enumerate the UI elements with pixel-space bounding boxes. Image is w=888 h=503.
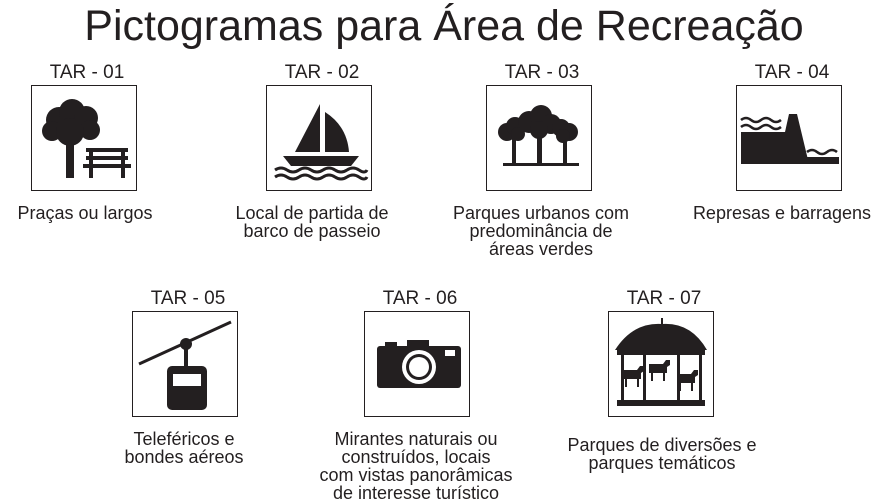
pictogram-caption: Parques urbanos com predominância de áreas verdes — [452, 203, 630, 259]
trees-icon — [487, 86, 591, 190]
park-bench-tree-icon — [32, 86, 136, 190]
pictogram-caption: Local de partida de barco de passeio — [235, 203, 389, 241]
pictogram-code: TAR - 05 — [150, 288, 226, 309]
sailboat-icon — [267, 86, 371, 190]
pictogram-code: TAR - 04 — [754, 62, 830, 83]
pictogram-caption: Teleféricos e bondes aéreos — [124, 429, 244, 467]
pictogram-caption: Mirantes naturais ou construídos, locais com vistas panorâmicas de interesse turístico — [319, 429, 513, 503]
cable-car-icon — [133, 312, 237, 416]
pictogram-tar-07 — [608, 311, 714, 417]
pictogram-caption: Parques de diversões e parques temáticos — [567, 435, 757, 473]
carousel-icon — [609, 312, 713, 416]
camera-icon — [365, 312, 469, 416]
pictogram-tar-03 — [486, 85, 592, 191]
pictogram-tar-01 — [31, 85, 137, 191]
page-title: Pictogramas para Área de Recreação — [84, 2, 804, 50]
pictogram-caption: Praças ou largos — [17, 203, 153, 223]
pictogram-code: TAR - 01 — [49, 62, 125, 83]
pictogram-tar-04 — [736, 85, 842, 191]
pictogram-code: TAR - 02 — [284, 62, 360, 83]
dam-icon — [737, 86, 841, 190]
pictogram-tar-02 — [266, 85, 372, 191]
pictogram-caption: Represas e barragens — [692, 203, 872, 223]
pictogram-tar-05 — [132, 311, 238, 417]
pictogram-tar-06 — [364, 311, 470, 417]
pictogram-code: TAR - 03 — [504, 62, 580, 83]
pictogram-code: TAR - 07 — [626, 288, 702, 309]
pictogram-code: TAR - 06 — [382, 288, 458, 309]
